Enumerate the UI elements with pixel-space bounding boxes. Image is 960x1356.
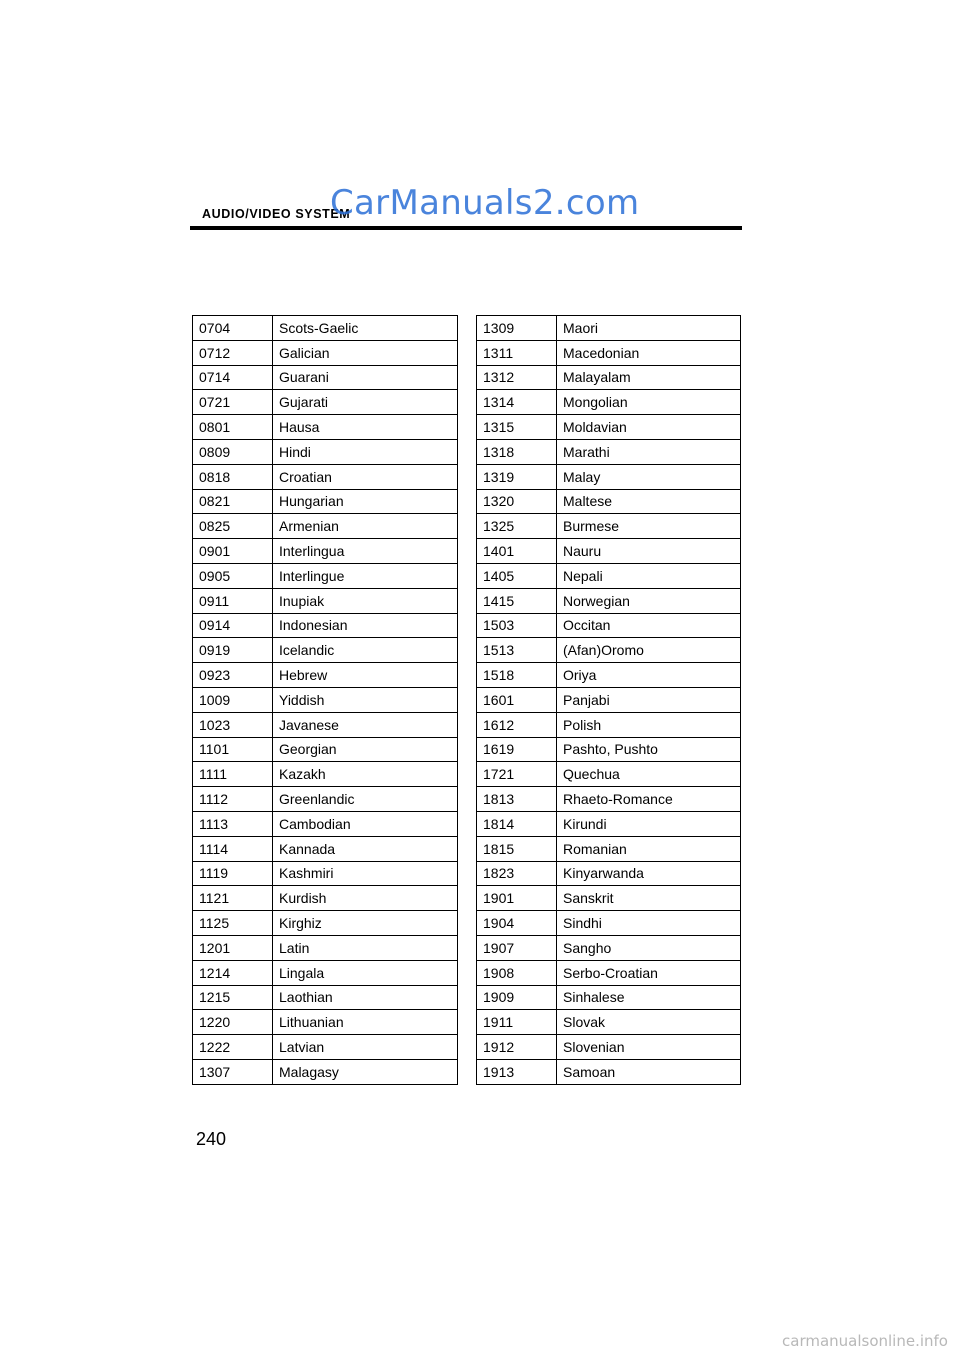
language-code-cell: 1913: [477, 1059, 557, 1084]
language-name-cell: Malayalam: [557, 365, 741, 390]
language-name-cell: Yiddish: [273, 687, 458, 712]
table-row: [193, 811, 458, 836]
language-name-cell: Javanese: [273, 712, 458, 737]
language-name-cell: Marathi: [557, 439, 741, 464]
language-code-cell: 1907: [477, 935, 557, 960]
table-row: [193, 935, 458, 960]
table-row: [193, 539, 458, 564]
language-code-cell: 1912: [477, 1035, 557, 1060]
language-code-cell: 1009: [193, 687, 273, 712]
table-row: [477, 365, 741, 390]
language-code-cell: 0801: [193, 415, 273, 440]
language-code-cell: 1612: [477, 712, 557, 737]
section-title: AUDIO/VIDEO SYSTEM: [202, 207, 351, 221]
language-name-cell: Hungarian: [273, 489, 458, 514]
language-code-cell: 1314: [477, 390, 557, 415]
table-row: [193, 563, 458, 588]
table-row: [193, 415, 458, 440]
language-name-cell: Macedonian: [557, 340, 741, 365]
language-code-cell: 1101: [193, 737, 273, 762]
language-code-cell: 0911: [193, 588, 273, 613]
language-code-cell: 1815: [477, 836, 557, 861]
language-name-cell: Occitan: [557, 613, 741, 638]
table-row: [193, 365, 458, 390]
language-code-cell: 0712: [193, 340, 273, 365]
table-row: [193, 588, 458, 613]
table-row: [477, 811, 741, 836]
language-code-cell: 1311: [477, 340, 557, 365]
table-row: [477, 935, 741, 960]
language-name-cell: Latin: [273, 935, 458, 960]
language-name-cell: Kirghiz: [273, 911, 458, 936]
table-row: [477, 1059, 741, 1084]
table-row: [193, 861, 458, 886]
language-code-table-left: [192, 315, 458, 1085]
language-code-cell: 1312: [477, 365, 557, 390]
table-row: [477, 762, 741, 787]
language-name-cell: Kashmiri: [273, 861, 458, 886]
table-row: [193, 464, 458, 489]
language-name-cell: Croatian: [273, 464, 458, 489]
language-code-cell: 0914: [193, 613, 273, 638]
language-code-cell: 1619: [477, 737, 557, 762]
language-name-cell: Nauru: [557, 539, 741, 564]
table-row: [477, 985, 741, 1010]
language-code-cell: 0721: [193, 390, 273, 415]
language-code-cell: 1215: [193, 985, 273, 1010]
language-name-cell: Pashto, Pushto: [557, 737, 741, 762]
language-code-cell: 1309: [477, 316, 557, 341]
language-code-cell: 1415: [477, 588, 557, 613]
language-code-cell: 1909: [477, 985, 557, 1010]
language-name-cell: Kurdish: [273, 886, 458, 911]
language-code-cell: 1814: [477, 811, 557, 836]
language-name-cell: Maltese: [557, 489, 741, 514]
language-code-cell: 1503: [477, 613, 557, 638]
language-name-cell: Guarani: [273, 365, 458, 390]
language-name-cell: Georgian: [273, 737, 458, 762]
table-row: [193, 737, 458, 762]
language-name-cell: Nepali: [557, 563, 741, 588]
language-name-cell: Inupiak: [273, 588, 458, 613]
language-name-cell: Lithuanian: [273, 1010, 458, 1035]
language-name-cell: Interlingue: [273, 563, 458, 588]
header-rule: [190, 226, 742, 230]
language-code-cell: 1113: [193, 811, 273, 836]
language-code-cell: 1823: [477, 861, 557, 886]
language-name-cell: Cambodian: [273, 811, 458, 836]
table-row: [193, 1010, 458, 1035]
footer-watermark: carmanualsonline.info: [782, 1332, 948, 1350]
language-code-cell: 0919: [193, 638, 273, 663]
language-code-cell: 0714: [193, 365, 273, 390]
table-row: [477, 960, 741, 985]
language-name-cell: Serbo-Croatian: [557, 960, 741, 985]
table-row: [477, 1035, 741, 1060]
language-name-cell: Malay: [557, 464, 741, 489]
language-name-cell: Oriya: [557, 663, 741, 688]
language-code-cell: 1125: [193, 911, 273, 936]
language-code-cell: 1405: [477, 563, 557, 588]
table-row: [477, 316, 741, 341]
language-name-cell: Hebrew: [273, 663, 458, 688]
table-row: [193, 1035, 458, 1060]
table-row: [193, 1059, 458, 1084]
language-name-cell: Slovenian: [557, 1035, 741, 1060]
language-code-cell: 0923: [193, 663, 273, 688]
language-code-cell: 0704: [193, 316, 273, 341]
table-row: [477, 911, 741, 936]
table-row: [193, 439, 458, 464]
language-code-cell: 1401: [477, 539, 557, 564]
language-code-cell: 0825: [193, 514, 273, 539]
table-row: [477, 464, 741, 489]
language-code-cell: 1513: [477, 638, 557, 663]
table-row: [193, 836, 458, 861]
language-code-cell: 1114: [193, 836, 273, 861]
table-row: [477, 415, 741, 440]
language-code-cell: 1319: [477, 464, 557, 489]
language-name-cell: Samoan: [557, 1059, 741, 1084]
language-name-cell: Kinyarwanda: [557, 861, 741, 886]
language-name-cell: Scots-Gaelic: [273, 316, 458, 341]
table-row: [477, 539, 741, 564]
table-row: [477, 514, 741, 539]
language-name-cell: Norwegian: [557, 588, 741, 613]
language-code-table-right: [476, 315, 741, 1085]
table-row: [477, 836, 741, 861]
language-name-cell: Rhaeto-Romance: [557, 787, 741, 812]
table-row: [193, 911, 458, 936]
table-row: [477, 861, 741, 886]
table-row: [193, 638, 458, 663]
language-code-cell: 1023: [193, 712, 273, 737]
table-row: [477, 737, 741, 762]
language-name-cell: Panjabi: [557, 687, 741, 712]
language-name-cell: Gujarati: [273, 390, 458, 415]
language-code-cell: 1220: [193, 1010, 273, 1035]
table-row: [477, 390, 741, 415]
language-name-cell: Quechua: [557, 762, 741, 787]
watermark-logo: CarManuals2.com: [330, 183, 640, 223]
language-code-cell: 1601: [477, 687, 557, 712]
language-name-cell: Sanskrit: [557, 886, 741, 911]
language-code-cell: 1325: [477, 514, 557, 539]
language-code-cell: 1911: [477, 1010, 557, 1035]
table-row: [477, 439, 741, 464]
language-code-cell: 1222: [193, 1035, 273, 1060]
table-row: [477, 1010, 741, 1035]
language-code-cell: 0818: [193, 464, 273, 489]
language-name-cell: Maori: [557, 316, 741, 341]
language-code-cell: 1201: [193, 935, 273, 960]
language-name-cell: Icelandic: [273, 638, 458, 663]
language-name-cell: (Afan)Oromo: [557, 638, 741, 663]
table-row: [477, 886, 741, 911]
page-number: 240: [196, 1129, 227, 1149]
table-row: [477, 489, 741, 514]
table-row: [193, 762, 458, 787]
language-code-cell: 1111: [193, 762, 273, 787]
table-row: [193, 489, 458, 514]
table-row: [477, 663, 741, 688]
language-name-cell: Moldavian: [557, 415, 741, 440]
table-row: [193, 712, 458, 737]
language-name-cell: Mongolian: [557, 390, 741, 415]
table-row: [193, 340, 458, 365]
table-row: [477, 588, 741, 613]
language-name-cell: Galician: [273, 340, 458, 365]
language-name-cell: Latvian: [273, 1035, 458, 1060]
table-row: [477, 687, 741, 712]
table-row: [193, 514, 458, 539]
language-code-cell: 0905: [193, 563, 273, 588]
language-name-cell: Lingala: [273, 960, 458, 985]
table-row: [193, 787, 458, 812]
language-name-cell: Kannada: [273, 836, 458, 861]
table-row: [477, 638, 741, 663]
language-name-cell: Armenian: [273, 514, 458, 539]
language-code-cell: 1320: [477, 489, 557, 514]
table-row: [193, 886, 458, 911]
table-row: [193, 316, 458, 341]
language-code-cell: 1901: [477, 886, 557, 911]
language-code-cell: 0821: [193, 489, 273, 514]
language-code-cell: 1518: [477, 663, 557, 688]
language-name-cell: Slovak: [557, 1010, 741, 1035]
table-row: [193, 960, 458, 985]
language-name-cell: Burmese: [557, 514, 741, 539]
language-name-cell: Romanian: [557, 836, 741, 861]
table-row: [193, 663, 458, 688]
language-code-cell: 1908: [477, 960, 557, 985]
language-name-cell: Greenlandic: [273, 787, 458, 812]
language-name-cell: Hindi: [273, 439, 458, 464]
table-row: [193, 390, 458, 415]
language-name-cell: Malagasy: [273, 1059, 458, 1084]
language-code-cell: 1904: [477, 911, 557, 936]
language-name-cell: Kirundi: [557, 811, 741, 836]
language-code-cell: 1121: [193, 886, 273, 911]
language-name-cell: Indonesian: [273, 613, 458, 638]
language-code-cell: 0809: [193, 439, 273, 464]
language-name-cell: Kazakh: [273, 762, 458, 787]
language-name-cell: Sangho: [557, 935, 741, 960]
language-code-cell: 1214: [193, 960, 273, 985]
language-code-cell: 1721: [477, 762, 557, 787]
language-name-cell: Laothian: [273, 985, 458, 1010]
table-row: [193, 687, 458, 712]
language-code-cell: 0901: [193, 539, 273, 564]
table-row: [193, 985, 458, 1010]
table-row: [477, 563, 741, 588]
language-code-cell: 1307: [193, 1059, 273, 1084]
language-code-cell: 1813: [477, 787, 557, 812]
table-row: [477, 712, 741, 737]
language-code-cell: 1119: [193, 861, 273, 886]
table-row: [477, 787, 741, 812]
language-name-cell: Sindhi: [557, 911, 741, 936]
language-name-cell: Sinhalese: [557, 985, 741, 1010]
language-name-cell: Hausa: [273, 415, 458, 440]
language-code-cell: 1315: [477, 415, 557, 440]
table-row: [193, 613, 458, 638]
language-name-cell: Polish: [557, 712, 741, 737]
language-name-cell: Interlingua: [273, 539, 458, 564]
table-row: [477, 613, 741, 638]
language-code-cell: 1112: [193, 787, 273, 812]
language-code-cell: 1318: [477, 439, 557, 464]
table-row: [477, 340, 741, 365]
